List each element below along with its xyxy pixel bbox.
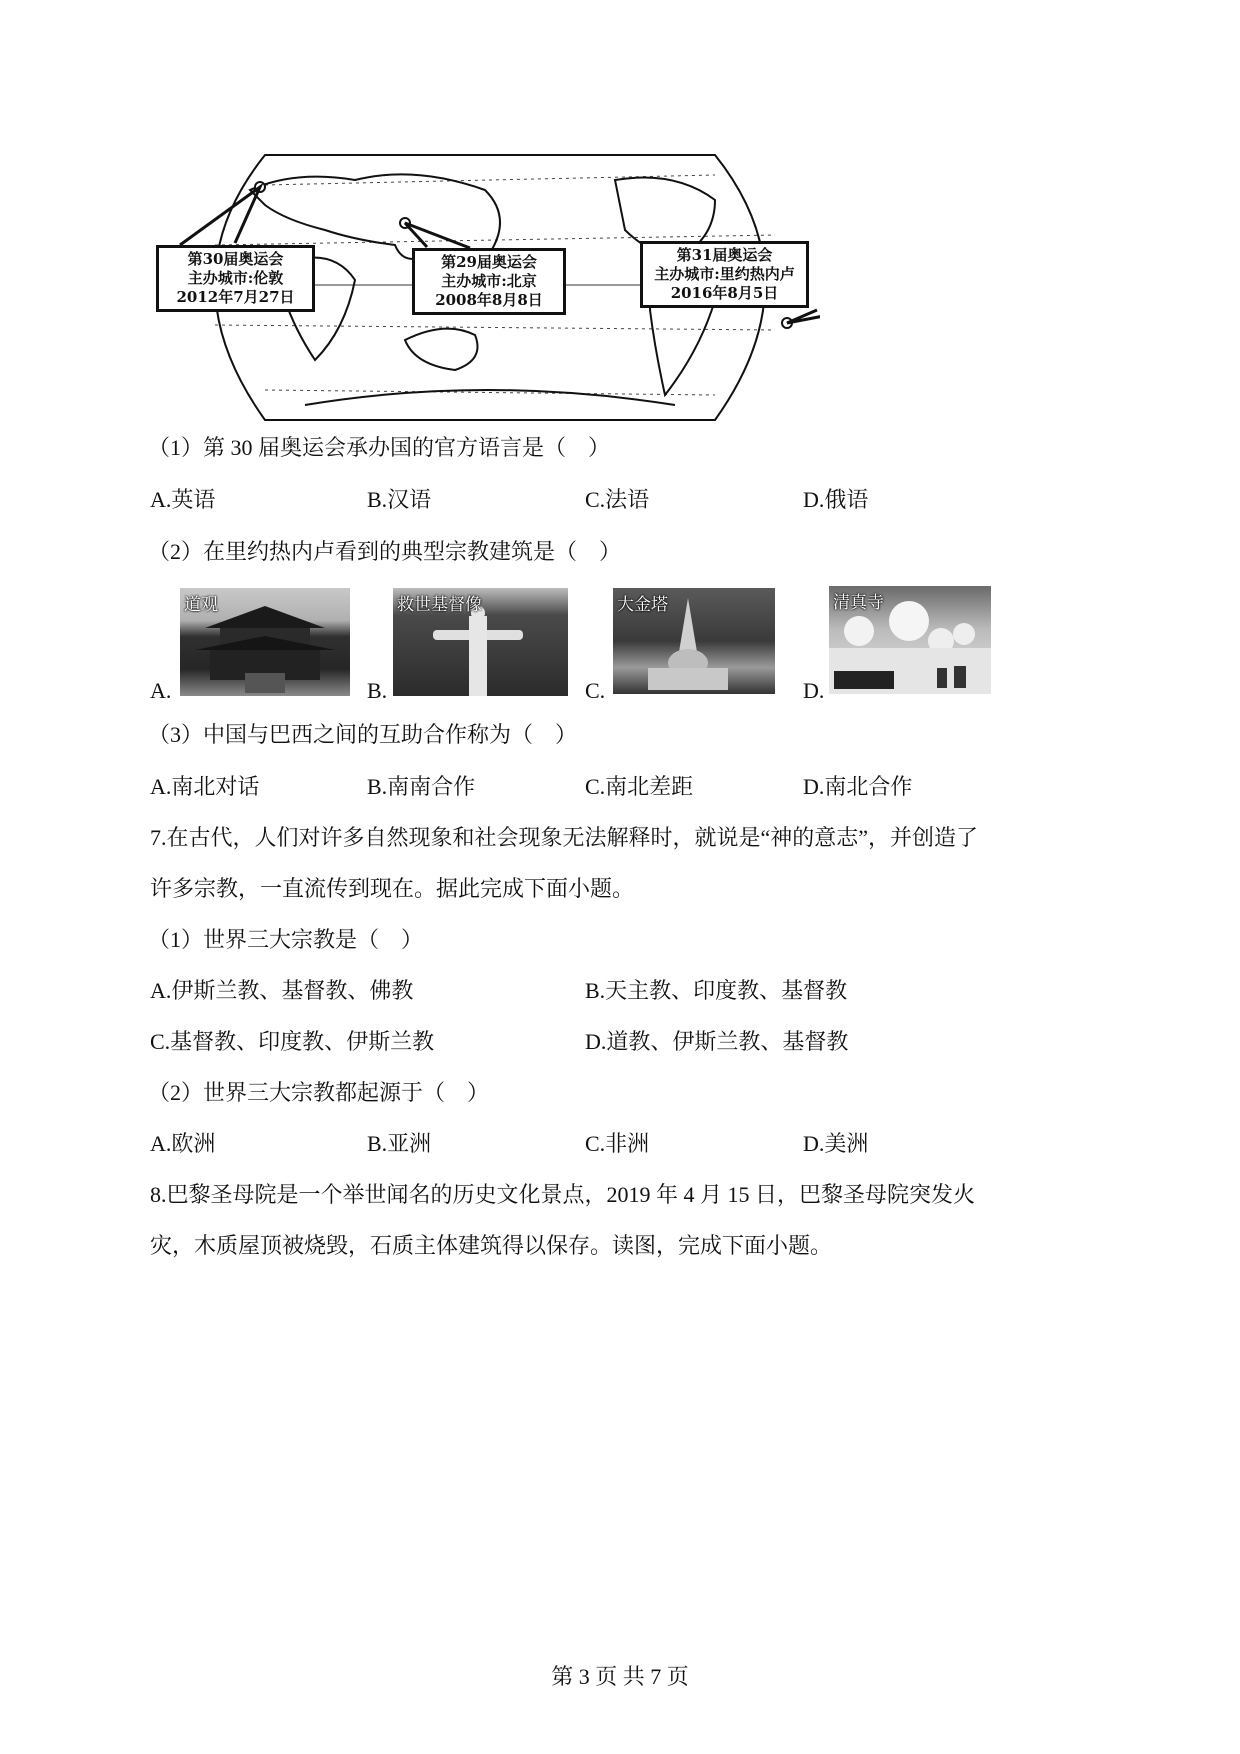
q6-sub1-option-b[interactable]: B.汉语	[367, 487, 432, 512]
q7-stem-line1: 7.在古代，人们对许多自然现象和社会现象无法解释时，就说是“神的意志”，并创造了	[150, 825, 979, 850]
callout-rio-2016: 第31届奥运会 主办城市:里约热内卢 2016年8月5日	[640, 241, 809, 308]
page-number: 第 3 页 共 7 页	[551, 1664, 689, 1689]
q7-sub2-option-d[interactable]: D.美洲	[803, 1131, 869, 1156]
q6-sub1-stem: （1）第 30 届奥运会承办国的官方语言是（ ）	[148, 435, 611, 460]
q8-stem-line2: 灾，木质屋顶被烧毁，石质主体建筑得以保存。读图，完成下面小题。	[150, 1233, 833, 1258]
q6-sub3-option-c[interactable]: C.南北差距	[585, 774, 694, 799]
q6-sub3-option-a[interactable]: A.南北对话	[150, 774, 260, 799]
caption-golden-pagoda: 大金塔	[617, 595, 668, 615]
q8-stem-line1: 8.巴黎圣母院是一个举世闻名的历史文化景点，2019 年 4 月 15 日，巴黎圣母院突发火	[150, 1182, 976, 1207]
q7-sub1-option-a[interactable]: A.伊斯兰教、基督教、佛教	[150, 978, 414, 1003]
caption-christ-the-redeemer: 救世基督像	[397, 595, 482, 615]
q7-sub2-option-c[interactable]: C.非洲	[585, 1131, 650, 1156]
q6-sub2-stem: （2）在里约热内卢看到的典型宗教建筑是（ ）	[148, 539, 622, 564]
callout-london-2012: 第30届奥运会 主办城市:伦敦 2012年7月27日	[156, 245, 315, 312]
q7-sub1-option-b[interactable]: B.天主教、印度教、基督教	[585, 978, 848, 1003]
q6-sub1-option-a[interactable]: A.英语	[150, 487, 216, 512]
golden-pagoda-image[interactable]	[613, 588, 775, 694]
q6-sub2-option-a-label[interactable]: A.	[150, 678, 172, 703]
christ-the-redeemer-image[interactable]	[393, 588, 568, 696]
q6-sub2-option-d-label[interactable]: D.	[803, 678, 825, 703]
taoist-temple-image[interactable]	[180, 588, 350, 696]
q7-sub2-option-b[interactable]: B.亚洲	[367, 1131, 432, 1156]
q7-sub2-stem: （2）世界三大宗教都起源于（ ）	[148, 1080, 490, 1105]
q6-sub2-option-c-label[interactable]: C.	[585, 678, 606, 703]
q7-sub1-option-d[interactable]: D.道教、伊斯兰教、基督教	[585, 1029, 849, 1054]
q7-sub1-option-c[interactable]: C.基督教、印度教、伊斯兰教	[150, 1029, 435, 1054]
q6-sub2-option-b-label[interactable]: B.	[367, 678, 388, 703]
caption-mosque: 清真寺	[833, 593, 884, 613]
callout-beijing-2008: 第29届奥运会 主办城市:北京 2008年8月8日	[412, 248, 566, 315]
mosque-image[interactable]	[829, 586, 991, 694]
q6-sub1-option-d[interactable]: D.俄语	[803, 487, 869, 512]
q7-sub2-option-a[interactable]: A.欧洲	[150, 1131, 216, 1156]
q6-sub3-option-d[interactable]: D.南北合作	[803, 774, 913, 799]
q7-sub1-stem: （1）世界三大宗教是（ ）	[148, 927, 424, 952]
q7-stem-line2: 许多宗教，一直流传到现在。据此完成下面小题。	[150, 876, 635, 901]
q6-sub3-option-b[interactable]: B.南南合作	[367, 774, 476, 799]
q6-sub1-option-c[interactable]: C.法语	[585, 487, 650, 512]
caption-taoist-temple: 道观	[184, 595, 218, 615]
q6-sub3-stem: （3）中国与巴西之间的互助合作称为（ ）	[148, 722, 578, 747]
